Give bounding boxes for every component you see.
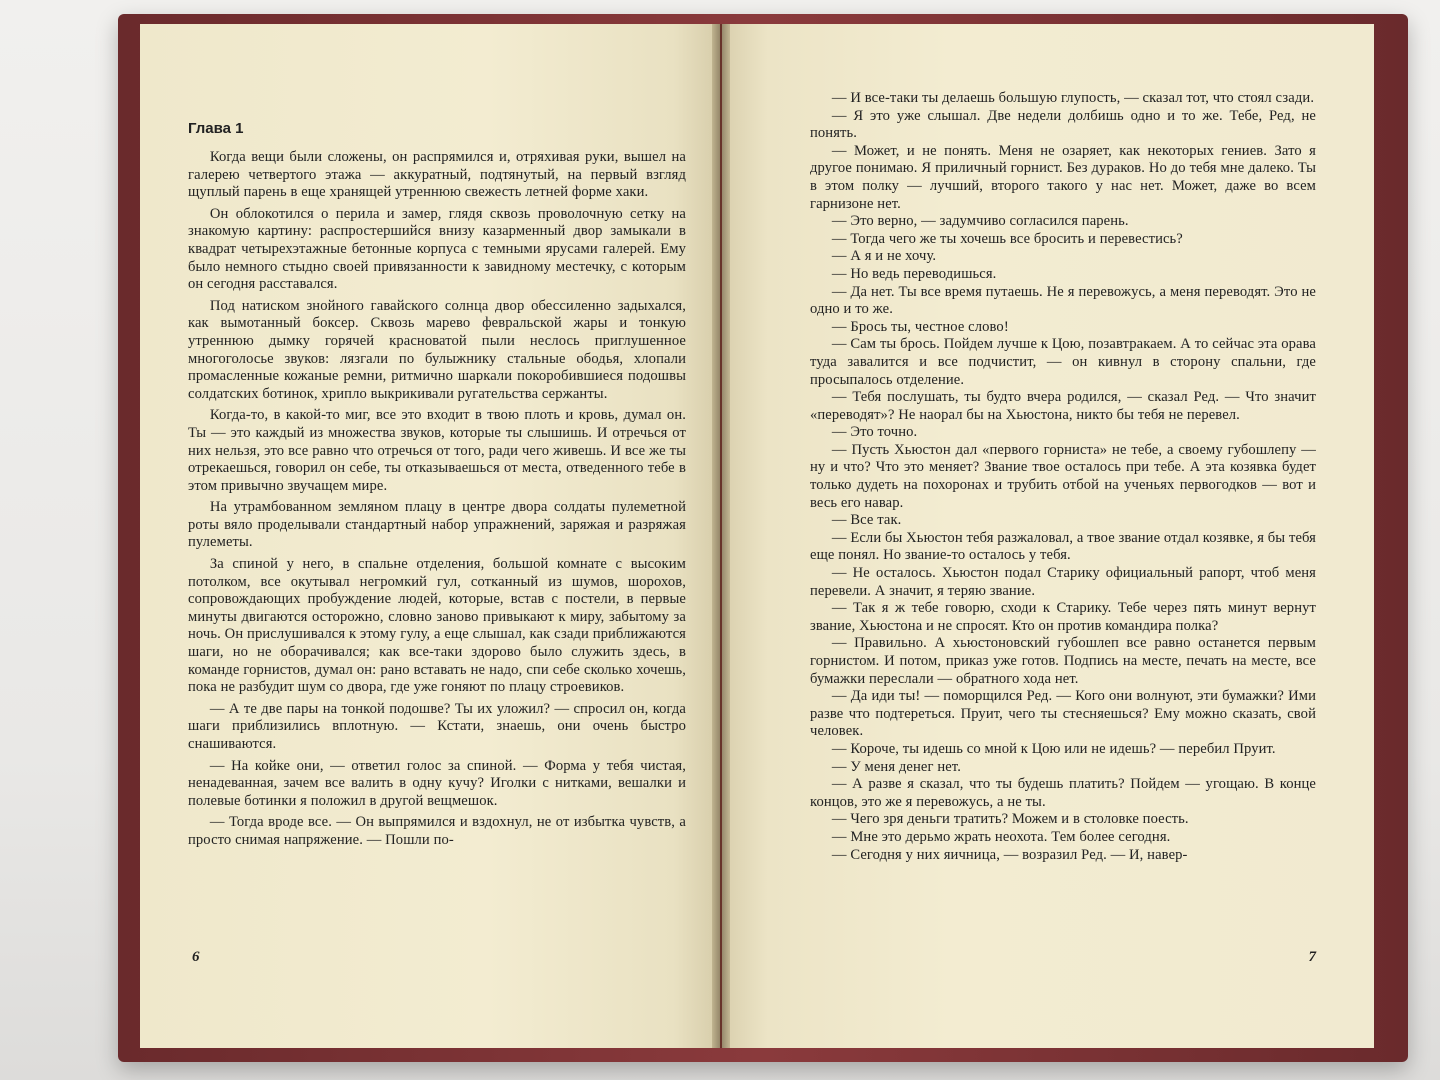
- paragraph: — Сам ты брось. Пойдем лучше к Цою, позавтракаем. А то сейчас эта орава туда завалится и все подчистит, — он кивнул в сторону спальни, где просыпалось отделение.: [810, 336, 1316, 388]
- paragraph: Когда вещи были сложены, он распрямился и, отряхивая руки, вышел на галерею четвертого этажа — аккуратный, подтянутый, на первый взгляд щуплый парень в еще хранящей утреннюю свежесть летней форме хаки.: [188, 149, 686, 201]
- paragraph: — Брось ты, честное слово!: [831, 318, 1009, 335]
- left-page-text: [188, 149, 686, 850]
- paragraph: — Мне это дерьмо жрать неохота. Тем более сегодня.: [831, 828, 1171, 845]
- paragraph: — Все так.: [831, 512, 902, 529]
- paragraph: Когда-то, в какой-то миг, все это входит в твою плоть и кровь, думал он. Ты — это каждый из множества звуков, которые ты слышишь. И отречься от них нельзя, это все равно что отречься от того, ради чего живешь. И все же ты отрекаешься, говорил он себе, ты отказываешься от места, отведенного тебе в этом привычно звучащем мире.: [188, 407, 686, 494]
- paragraph: — Короче, ты идешь со мной к Цою или не идешь? — перебил Пруит.: [831, 740, 1276, 757]
- paragraph: — Не осталось. Хьюстон подал Старику официальный рапорт, чтоб меня перевели. А значит, я теряю звание.: [810, 565, 1316, 599]
- page-number: 7: [1308, 949, 1316, 965]
- right-page-text: [810, 90, 1316, 864]
- paragraph: — У меня денег нет.: [831, 758, 961, 775]
- paragraph: За спиной у него, в спальне отделения, большой комнате с высоким потолком, все окутывал негромкий гул, сотканный из шумов, шорохов, сопровождающих пробуждение людей, которые, встав с постели, в первые минуты двигаются осторожно, словно заново привыкают к миру, забытому за ночь. Он прислушивался к этому гулу, а еще слышал, как сзади приближаются шаги, но не оборачивался; как все-таки здорово было служить здесь, в команде горнистов, думал он: рано вставать не надо, спи себе сколько хочешь, пока не разбудит шум со двора, где уже гоняют по плацу строевиков.: [188, 556, 686, 696]
- paragraph: На утрамбованном земляном плацу в центре двора солдаты пулеметной роты вяло проделывали стандартный набор упражнений, заряжая и разряжая пулеметы.: [188, 499, 686, 551]
- paragraph: — И все-таки ты делаешь большую глупость, — сказал тот, что стоял сзади.: [831, 90, 1315, 106]
- book-spine-gutter: [712, 24, 730, 1048]
- paragraph: — Если бы Хьюстон тебя разжаловал, а твое звание отдал козявке, я бы тебя еще понял. Но звание-то осталось у тебя.: [810, 529, 1316, 564]
- paragraph: — Пусть Хьюстон дал «первого горниста» не тебе, а своему губошлепу — ну и что? Что это меняет? Звание твое осталось при тебе. А эта козявка будет только дудеть на похоронах и трубить отбой на ученьях первогодков — вот и весь его навар.: [810, 441, 1316, 511]
- paragraph: Под натиском знойного гавайского солнца двор обессиленно задыхался, как вымотанный боксер. Сквозь марево февральской жары и тонкую утреннюю дымку горячей красноватой пыли неслось приглушенное многоголосье звуков: лязгали по булыжнику стальные ободья, хлопали промасленные кожаные ремни, ритмично шаркали покоробившиеся подошвы солдатских ботинок, хрипло выкрикивали ругательства сержанты.: [188, 297, 686, 402]
- paragraph: — Это верно, — задумчиво согласился парень.: [831, 213, 1129, 230]
- paragraph: — Правильно. А хьюстоновский губошлеп все равно останется первым горнистом. И потом, приказ уже готов. Подпись на месте, печать на месте, все бумажки переслали — обратного хода нет.: [810, 635, 1316, 687]
- paragraph: — Да нет. Ты все время путаешь. Не я перевожусь, а меня переводят. Это не одно и то же.: [810, 283, 1316, 318]
- right-page: [722, 24, 1374, 1048]
- paragraph: — Сегодня у них яичница, — возразил Ред. — И, навер-: [831, 846, 1188, 863]
- paragraph: — Тогда вроде все. — Он выпрямился и вздохнул, не от избытка чувств, а просто снимая напряжение. — Пошли по-: [188, 814, 686, 848]
- paragraph: — Я это уже слышал. Две недели долбишь одно и то же. Тебе, Ред, не понять.: [810, 107, 1316, 142]
- paragraph: — Тебя послушать, ты будто вчера родился, — сказал Ред. — Что значит «переводят»? Не наорал бы на Хьюстона, никто бы тебя не перевел.: [810, 389, 1316, 423]
- left-page: [140, 24, 720, 1048]
- paragraph: — Но ведь переводишься.: [831, 265, 997, 282]
- paragraph: — А те две пары на тонкой подошве? Ты их уложил? — спросил он, когда шаги приблизились вплотную. — Кстати, знаешь, они очень быстро снашиваются.: [188, 700, 686, 752]
- page-number: 6: [192, 949, 200, 965]
- paragraph: — Это точно.: [831, 424, 918, 441]
- paragraph: — Так я ж тебе говорю, сходи к Старику. Тебе через пять минут вернут звание, Хьюстона и не спросят. Кто он против командира полка?: [810, 600, 1316, 634]
- paragraph: — Да иди ты! — поморщился Ред. — Кого они волнуют, эти бумажки? Ими разве что подтереться. Пруит, чего ты стесняешься? Ему можно сказать, свой человек.: [810, 688, 1316, 740]
- paragraph: — Чего зря деньги тратить? Можем и в столовке поесть.: [831, 811, 1189, 828]
- paragraph: — А я и не хочу.: [831, 248, 937, 265]
- paragraph: — Тогда чего же ты хочешь все бросить и перевестись?: [831, 230, 1183, 247]
- chapter-title: Глава 1: [188, 120, 244, 137]
- paragraph: — Может, и не понять. Меня не озаряет, как некоторых гениев. Зато я другое понимаю. Я приличный горнист. Без дураков. Но до тебя мне далеко. Ты в этом полку — лучший, второго такого у нас нет. Может, даже во всем гарнизоне нет.: [810, 142, 1316, 212]
- paragraph: — На койке они, — ответил голос за спиной. — Форма у тебя чистая, ненадеванная, зачем все валить в одну кучу? Иголки с нитками, вешалки и полевые ботинки я положил в другой вещмешок.: [188, 757, 686, 809]
- paragraph: — А разве я сказал, что ты будешь платить? Пойдем — угощаю. В конце концов, это же я перевожусь, а не ты.: [810, 776, 1316, 810]
- paragraph: Он облокотился о перила и замер, глядя сквозь проволочную сетку на знакомую картину: распростершийся внизу казарменный двор замыкали в квадрат четырехэтажные бетонные корпуса с темными ярусами галерей. Ему было немного стыдно своей привязанности к завидному местечку, с которым он сегодня расставался.: [188, 205, 686, 293]
